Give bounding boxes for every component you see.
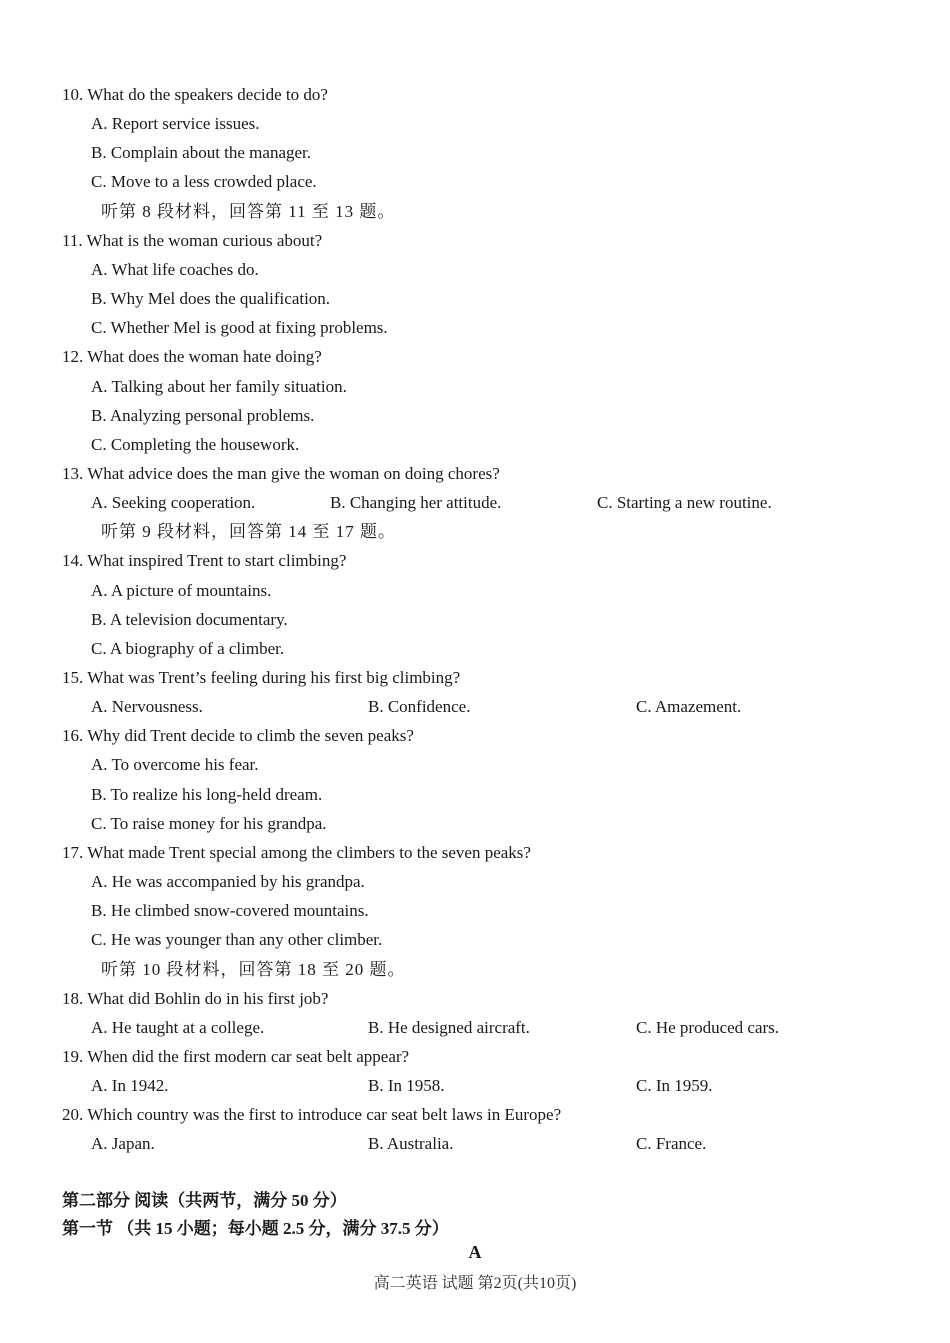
answer-option: B. He designed aircraft. — [368, 1017, 530, 1037]
answer-option: A. Seeking cooperation. — [91, 493, 256, 513]
answer-option: B. Australia. — [368, 1134, 454, 1154]
answer-option: A. Talking about her family situation. — [91, 376, 347, 396]
answer-option: A. A picture of mountains. — [91, 580, 272, 600]
answer-option: A. What life coaches do. — [91, 259, 259, 279]
answer-option: A. He was accompanied by his grandpa. — [91, 872, 365, 892]
question-stem: 12. What does the woman hate doing? — [62, 347, 322, 367]
answer-option: C. To raise money for his grandpa. — [91, 813, 327, 833]
answer-options-row — [0, 1071, 950, 1100]
question-stem: 19. When did the first modern car seat belt appear? — [62, 1046, 410, 1066]
question-stem: 15. What was Trent’s feeling during his first big climbing? — [62, 668, 461, 687]
question-stem: 10. What do the speakers decide to do? — [62, 85, 328, 104]
answer-options-row — [0, 1129, 950, 1158]
answer-option: B. Changing her attitude. — [330, 493, 502, 513]
listening-instruction: 听第 8 段材料，回答第 11 至 13 题。 — [101, 201, 396, 221]
listening-instruction: 听第 9 段材料，回答第 14 至 17 题。 — [101, 522, 396, 542]
answer-options-row — [0, 488, 950, 517]
question-stem: 17. What made Trent special among the climbers to the seven peaks? — [62, 842, 531, 862]
question-stem: 14. What inspired Trent to start climbing? — [62, 551, 347, 571]
answer-option: A. Nervousness. — [91, 697, 203, 717]
answer-option: C. Move to a less crowded place. — [91, 172, 317, 192]
answer-option: C. He produced cars. — [636, 1017, 780, 1037]
answer-option: A. Japan. — [91, 1134, 155, 1154]
section-one-title: 第一节 （共 15 小题；每小题 2.5 分，满分 37.5 分） — [62, 1219, 449, 1238]
passage-letter: A — [468, 1242, 482, 1262]
answer-option: B. He climbed snow-covered mountains. — [91, 901, 369, 921]
answer-option: C. Amazement. — [636, 697, 742, 717]
question-stem: 13. What advice does the man give the woman on doing chores? — [62, 463, 500, 483]
answer-option: C. He was younger than any other climber. — [91, 930, 383, 950]
answer-option: B. To realize his long-held dream. — [91, 784, 323, 804]
question-stem: 18. What did Bohlin do in his first job? — [62, 988, 329, 1008]
answer-option: A. To overcome his fear. — [91, 755, 259, 775]
answer-option: C. Whether Mel is good at fixing problems. — [91, 318, 388, 338]
answer-option: A. He taught at a college. — [91, 1017, 265, 1037]
answer-option: C. France. — [636, 1134, 707, 1154]
answer-option: B. Why Mel does the qualification. — [91, 289, 331, 309]
answer-option: A. In 1942. — [91, 1076, 169, 1096]
question-stem: 20. Which country was the first to introduce car seat belt laws in Europe? — [62, 1105, 562, 1125]
answer-option: C. Completing the housework. — [91, 434, 300, 454]
answer-option: A. Report service issues. — [91, 114, 260, 134]
listening-instruction: 听第 10 段材料，回答第 18 至 20 题。 — [101, 959, 406, 979]
page-footer: 高二英语 试题 第2页(共10页) — [373, 1275, 577, 1292]
answer-options-row — [0, 1013, 950, 1042]
answer-option: C. A biography of a climber. — [91, 638, 285, 658]
question-stem: 16. Why did Trent decide to climb the seven peaks? — [62, 726, 414, 746]
answer-option: C. In 1959. — [636, 1076, 713, 1096]
answer-option: B. Confidence. — [368, 697, 471, 717]
answer-option: B. A television documentary. — [91, 609, 288, 629]
answer-option: B. In 1958. — [368, 1076, 445, 1096]
question-stem: 11. What is the woman curious about? — [62, 230, 323, 250]
answer-options-row — [0, 692, 950, 721]
part-two-title: 第二部分 阅读（共两节，满分 50 分） — [62, 1191, 347, 1210]
answer-option: B. Analyzing personal problems. — [91, 405, 315, 425]
answer-option: C. Starting a new routine. — [597, 493, 772, 513]
answer-option: B. Complain about the manager. — [91, 143, 312, 163]
